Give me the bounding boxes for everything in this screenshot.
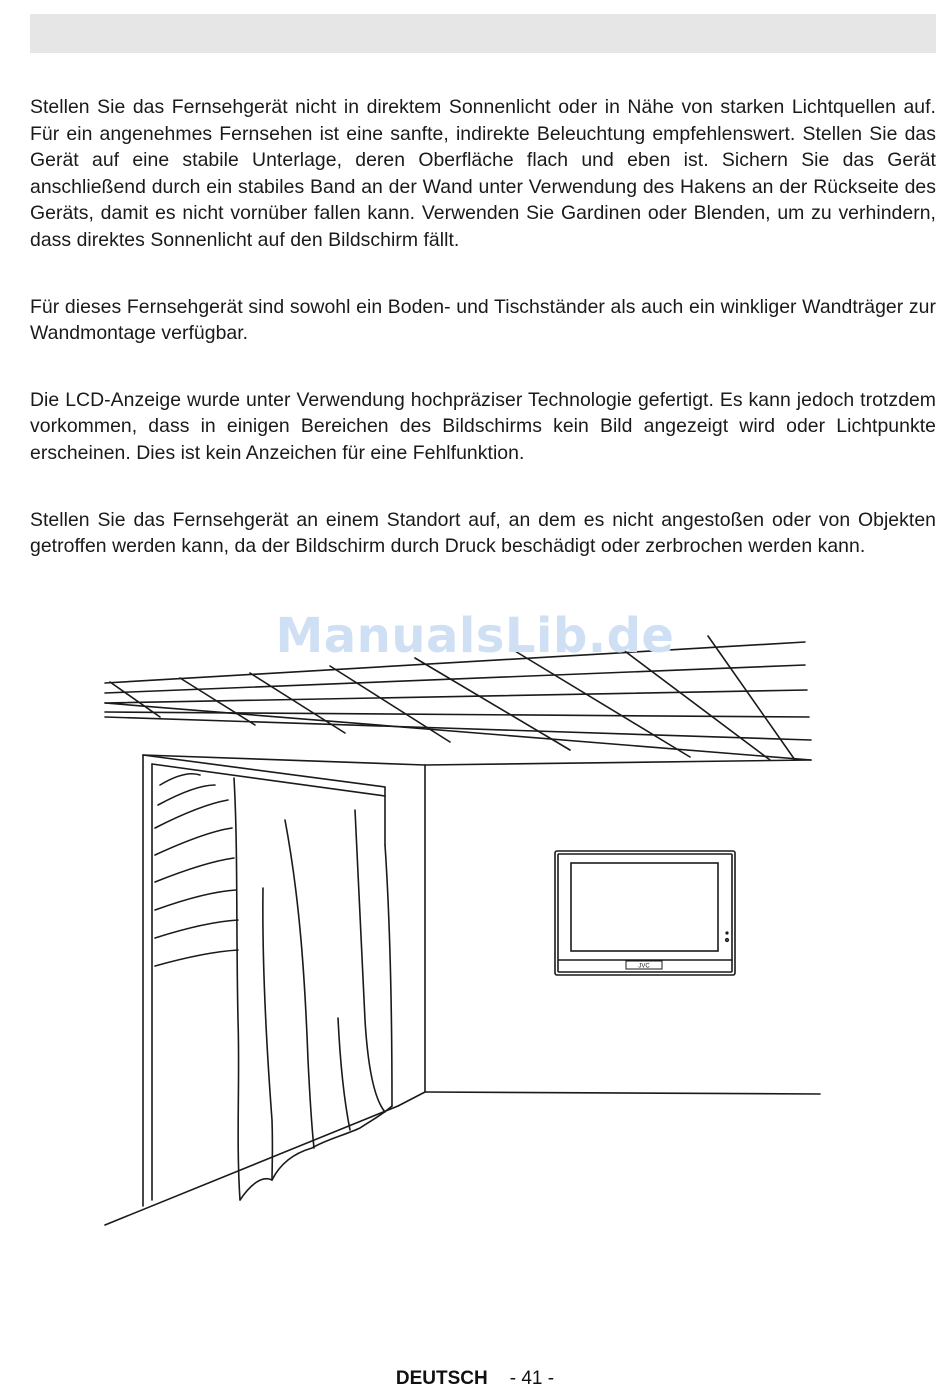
- page-footer: [0, 1368, 950, 1390]
- header-bar: [30, 14, 936, 53]
- watermark: ManualsLib.de: [275, 608, 675, 664]
- footer-language: DEUTSCH: [395, 1368, 488, 1389]
- walls: [105, 755, 820, 1225]
- paragraph-lcd: Die LCD-Anzeige wurde unter Verwendung hochpräziser Technologie gefertigt. Es kann jedoch trotzdem vorkommen, dass in einigen Bereichen des Bildschirms kein Bild angezeigt wird oder Lichtpunkte erscheinen. Dies ist kein Anzeichen für eine Fehlfunktion.: [30, 388, 936, 464]
- paragraph-placement: Stellen Sie das Fernsehgerät nicht in direktem Sonnenlicht oder in Nähe von starken Lichtquellen auf. Für ein angenehmes Fernsehen ist eine sanfte, indirekte Beleuchtung empfehlenswert. Stellen Sie das Gerät auf eine stabile Unterlage, deren Oberfläche flach und eben ist. Sichern Sie das Gerät anschließend durch ein stabiles Band an der Wand unter Verwendung des Hakens an der Rückseite des Geräts, damit es nicht vornüber fallen kann. Verwenden Sie Gardinen oder Blenden, um zu verhindern, dass direktes Sonnenlicht auf den Bildschirm fällt.: [30, 96, 936, 251]
- room-illustration: [0, 600, 950, 1250]
- curtain: [234, 778, 392, 1200]
- tv-illustration: [555, 851, 735, 975]
- page-number: - 41 -: [509, 1368, 555, 1389]
- paragraph-stands: Für dieses Fernsehgerät sind sowohl ein Boden- und Tischständer als auch ein winkliger Wandträger zur Wandmontage verfügbar.: [30, 295, 936, 345]
- body-text: [30, 94, 936, 600]
- paragraph-location: Stellen Sie das Fernsehgerät an einem Standort auf, an dem es nicht angestoßen oder von Objekten getroffen werden kann, da der Bildschirm durch Druck beschädigt oder zerbrochen werden kann.: [30, 508, 936, 558]
- tv-logo: JVC: [638, 963, 650, 970]
